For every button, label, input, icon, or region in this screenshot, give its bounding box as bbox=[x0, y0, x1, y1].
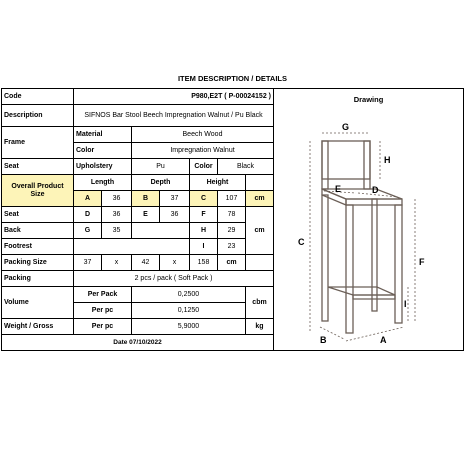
dim-a bbox=[346, 327, 404, 341]
label-d: D bbox=[372, 185, 379, 195]
label-c: C bbox=[298, 237, 305, 247]
back-post-right bbox=[364, 141, 370, 189]
seat-label: Seat bbox=[2, 159, 74, 175]
stool-drawing bbox=[280, 119, 460, 349]
backrest-shape bbox=[322, 141, 370, 179]
size-unit: cm bbox=[246, 207, 274, 255]
row-back-size: Back G 35 H 29 bbox=[2, 223, 464, 239]
label-h: H bbox=[384, 155, 391, 165]
row-footrest: Footrest I 23 bbox=[2, 239, 464, 255]
row-volume-pc: Per pc 0,1250 bbox=[2, 303, 464, 319]
description-value: SIFNOS Bar Stool Beech Impregnation Walnut / Pu Black bbox=[74, 105, 274, 127]
label-e: E bbox=[335, 184, 342, 194]
seat-color-value: Black bbox=[218, 159, 274, 175]
leg-front-right bbox=[395, 205, 402, 323]
height-header: Height bbox=[190, 175, 246, 191]
stretcher-top bbox=[328, 287, 395, 295]
frame-color-value: Impregnation Walnut bbox=[132, 143, 274, 159]
material-label: Material bbox=[74, 127, 132, 143]
label-g: G bbox=[342, 122, 350, 132]
leg-back-left bbox=[322, 195, 328, 321]
row-overall-size: A 36 B 37 C 107 cm bbox=[2, 191, 464, 207]
length-header: Length bbox=[74, 175, 132, 191]
code-label: Code bbox=[2, 89, 74, 105]
drawing-panel bbox=[274, 89, 464, 351]
frame-color-label: Color bbox=[74, 143, 132, 159]
back-post-left bbox=[322, 141, 328, 189]
label-a: A bbox=[380, 335, 387, 345]
code-value: P980,E2T ( P-00024152 ) bbox=[74, 89, 274, 105]
stretcher-front bbox=[353, 295, 395, 299]
details-table bbox=[1, 88, 464, 351]
row-volume-pack: Volume Per Pack 0,2500 cbm bbox=[2, 287, 464, 303]
description-label: Description bbox=[2, 105, 74, 127]
label-i: I bbox=[404, 299, 407, 309]
label-b: B bbox=[320, 335, 327, 345]
label-f: F bbox=[419, 257, 425, 267]
row-weight: Weight / Gross Per pc 5,9000 kg bbox=[2, 319, 464, 335]
date-text: Date 07/10/2022 bbox=[2, 335, 274, 351]
upholstery-value: Pu bbox=[132, 159, 190, 175]
frame-label: Frame bbox=[2, 127, 74, 159]
upholstery-label: Upholstery bbox=[74, 159, 132, 175]
seat-front bbox=[346, 199, 402, 205]
leg-back-right bbox=[372, 199, 377, 311]
page-title: ITEM DESCRIPTION / DETAILS bbox=[177, 74, 288, 83]
drawing-title: Drawing bbox=[353, 95, 384, 104]
row-code bbox=[2, 89, 464, 105]
seat-color-label: Color bbox=[190, 159, 218, 175]
row-seat-size: Seat D 36 E 36 F 78 cm bbox=[2, 207, 464, 223]
row-packing-size: Packing Size 37 x 42 x 158 cm bbox=[2, 255, 464, 271]
depth-header: Depth bbox=[132, 175, 190, 191]
leg-front-left bbox=[346, 205, 353, 333]
material-value: Beech Wood bbox=[132, 127, 274, 143]
row-packing: Packing 2 pcs / pack ( Soft Pack ) bbox=[2, 271, 464, 287]
overall-size-label: Overall Product Size bbox=[2, 175, 74, 207]
